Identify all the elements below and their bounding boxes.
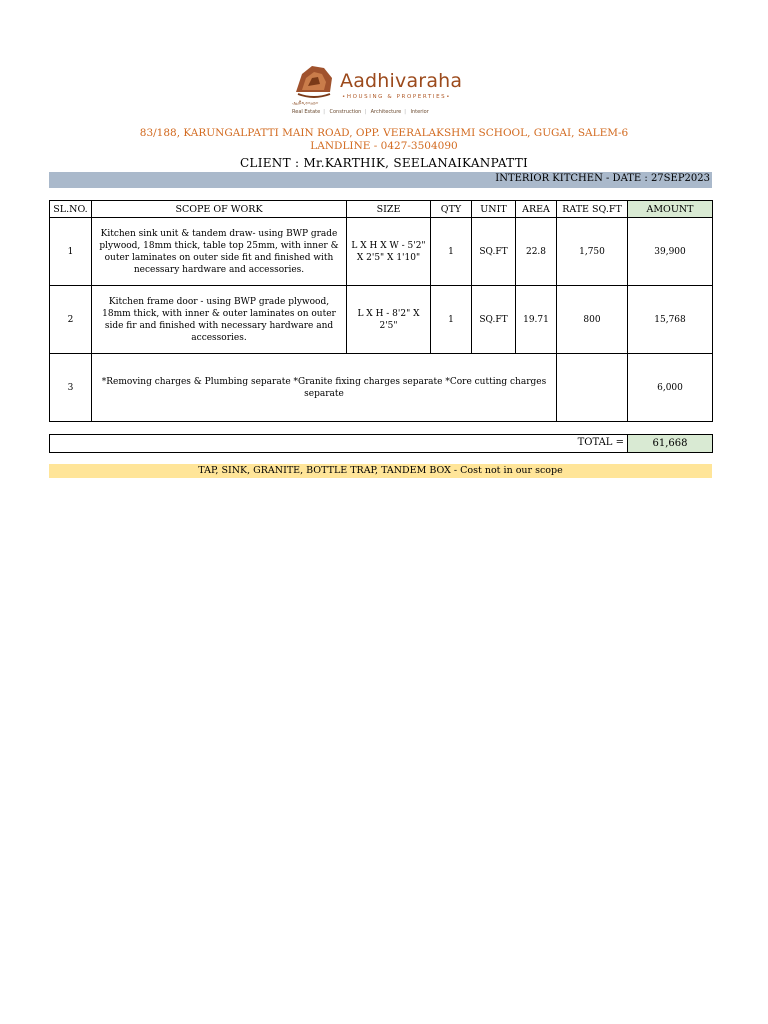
cell-slno: 2	[50, 286, 92, 354]
header-qty: QTY	[431, 201, 472, 218]
header-scope: SCOPE OF WORK	[92, 201, 347, 218]
cell-area: 19.71	[516, 286, 557, 354]
title-bar-text: INTERIOR KITCHEN - DATE : 27SEP2023	[495, 173, 710, 184]
scope-note: TAP, SINK, GRANITE, BOTTLE TRAP, TANDEM BOX - Cost not in our scope	[49, 464, 712, 478]
header-slno: SL.NO.	[50, 201, 92, 218]
company-logo	[290, 60, 470, 122]
cell-qty: 1	[431, 218, 472, 286]
header-amount: AMOUNT	[628, 201, 713, 218]
services-list: Real Estate | Construction | Architecture | Interior	[292, 109, 429, 115]
cell-slno: 1	[50, 218, 92, 286]
company-address	[0, 127, 768, 153]
total-value: 61,668	[627, 435, 712, 452]
cell-unit: SQ.FT	[472, 286, 516, 354]
address-line: 83/188, KARUNGALPATTI MAIN ROAD, OPP. VEERALAKSHMI SCHOOL, GUGAI, SALEM-6	[139, 127, 629, 139]
cell-slno: 3	[50, 354, 92, 422]
cell-amount: 15,768	[628, 286, 713, 354]
total-row	[49, 434, 713, 453]
cell-rate: 1,750	[557, 218, 628, 286]
cell-size: L X H X W - 5'2" X 2'5" X 1'10"	[347, 218, 431, 286]
cell-rate: 800	[557, 286, 628, 354]
service-construction: Construction	[329, 109, 362, 115]
service-real-estate: Real Estate	[292, 109, 321, 115]
brand-caption: ஆதிவராஹா	[292, 101, 319, 106]
cell-area: 22.8	[516, 218, 557, 286]
cell-unit: SQ.FT	[472, 218, 516, 286]
landline: LANDLINE - 0427-3504090	[310, 140, 458, 152]
cell-qty: 1	[431, 286, 472, 354]
header-area: AREA	[516, 201, 557, 218]
boar-logo-icon	[292, 62, 336, 104]
brand-tagline: •HOUSING & PROPERTIES•	[342, 94, 452, 100]
quotation-table	[49, 200, 713, 422]
service-interior: Interior	[410, 109, 429, 115]
cell-rate	[557, 354, 628, 422]
cell-size: L X H - 8'2" X 2'5"	[347, 286, 431, 354]
service-architecture: Architecture	[370, 109, 402, 115]
table-row	[50, 354, 713, 422]
cell-scope: *Removing charges & Plumbing separate *Granite fixing charges separate *Core cutting charges separate	[92, 354, 557, 422]
total-label: TOTAL =	[577, 437, 624, 448]
cell-scope: Kitchen sink unit & tandem draw- using BWP grade plywood, 18mm thick, table top 25mm, with inner & outer laminates on outer side fit and finished with necessary hardware and accessories.	[92, 218, 347, 286]
cell-scope: Kitchen frame door - using BWP grade plywood, 18mm thick, with inner & outer laminates on outer side fir and finished with necessary hardware and accessories.	[92, 286, 347, 354]
cell-amount: 39,900	[628, 218, 713, 286]
title-bar	[49, 172, 712, 188]
table-row	[50, 286, 713, 354]
header-size: SIZE	[347, 201, 431, 218]
table-row	[50, 218, 713, 286]
brand-name: Aadhivaraha	[340, 70, 463, 92]
client-line: CLIENT : Mr.KARTHIK, SEELANAIKANPATTI	[239, 156, 529, 170]
cell-amount: 6,000	[628, 354, 713, 422]
table-header-row	[50, 201, 713, 218]
header-unit: UNIT	[472, 201, 516, 218]
header-rate: RATE SQ.FT	[557, 201, 628, 218]
